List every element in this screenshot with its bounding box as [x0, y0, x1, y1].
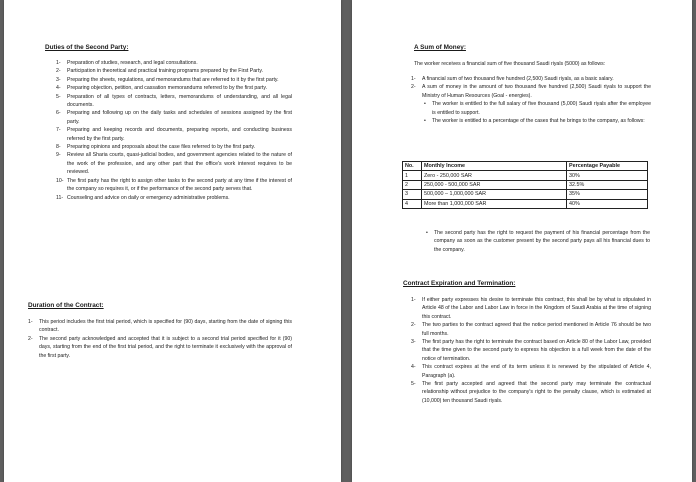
table-row	[403, 180, 648, 189]
column-header: Percentage Payable	[567, 162, 648, 171]
table-row	[403, 199, 648, 208]
list-item: 1- A financial sum of two thousand five hundred (2,500) Saudi riyals, as a basic salary.	[411, 76, 614, 82]
table-cell: More than 1,000,000 SAR	[422, 199, 567, 208]
list-item: 1- If either party expresses his desire to terminate this contract, this shall be by what is stipulated in Article 48 of the Labor and Labor Law in force in the Kingdom of Saudi Arabia at the time of signing this contract.	[411, 297, 651, 320]
table-cell: 2	[403, 180, 422, 189]
list-item: 10- The first party has the right to assign other tasks to the second party at any time if the interest of the company so requires it, or if the performance of the second party serves that.	[56, 177, 292, 193]
table-row	[403, 190, 648, 199]
list-item: 1- Preparation of studies, research, and legal consultations.	[56, 60, 198, 66]
table-cell: 30%	[567, 171, 648, 180]
list-item: 2- The two parties to the contract agreed that the notice period mentioned in Article 76 should be two full months.	[411, 322, 651, 337]
list-item: 1- This period includes the first trial period, which is specified for (90) days, starting from the date of signing this contract.	[28, 319, 292, 334]
payment-request-bullet	[424, 229, 650, 254]
document-page-right	[352, 0, 692, 482]
bullet-item: • The worker is entitled to a percentage of the cases that he brings to the company, as follows:	[424, 118, 645, 125]
table-cell: 1	[403, 171, 422, 180]
table-row	[403, 171, 648, 180]
table-cell: Zero - 250,000 SAR	[422, 171, 567, 180]
duration-list	[28, 318, 292, 360]
document-page-left	[4, 0, 341, 482]
sum-heading: A Sum of Money:	[414, 44, 466, 51]
list-item: 9- Review all Sharia courts, quasi-judicial bodies, and government agencies related to the nature of the work of the profession, and any other part that the office's work interest requires to be reviewed.	[56, 152, 292, 176]
list-item: 3- Preparing the sheets, regulations, and memorandums that are referred to it by the first party.	[56, 76, 279, 83]
list-item: 5- Preparation of all types of contracts, letters, memorandums of understanding, and all legal documents.	[56, 93, 292, 109]
table-cell: 500,000 – 1,000,000 SAR	[422, 190, 567, 199]
bullet-item: • The worker is entitled to the full salary of five thousand (5,000) Saudi riyals after the employee is entitled to support.	[424, 101, 651, 116]
income-percentage-table	[402, 161, 648, 209]
table-cell: 32.5%	[567, 180, 648, 189]
table-cell: 3	[403, 190, 422, 199]
table-cell: 40%	[567, 199, 648, 208]
list-item: 7- Preparing and keeping records and documents, preparing reports, and conducting business referred by the first party.	[56, 127, 292, 142]
list-item: 6- Preparing and following up on the daily tasks and schedules of sessions assigned by the first party.	[56, 110, 292, 125]
table-cell: 250,000 - 500,000 SAR	[422, 180, 567, 189]
sum-bullets	[422, 100, 651, 125]
sum-list	[411, 75, 651, 125]
list-item: 2- Participation in theoretical and practical training programs prepared by the First Party.	[56, 68, 263, 75]
list-item: 8- Preparing opinions and proposals about the case files referred to by the first party.	[56, 144, 256, 151]
list-item: 11- Counseling and advice on daily or emergency administrative problems.	[56, 194, 230, 201]
list-item: 4- Preparing objection, petition, and cassation memorandums referred to by the first party.	[56, 85, 268, 92]
termination-list	[411, 296, 651, 405]
list-item: 2- A sum of money in the amount of two thousand five hundred (2,500) Saudi riyals to support the Ministry of Human Resources (Goal - energies). • The worker is entitled to the full salary of five thousand (5,000) Saudi riyals after the employee is entitled to support. • The worker is entitled to a percentage of the cases that he brings to the company, as follows:	[411, 84, 651, 125]
table-cell: 35%	[567, 190, 648, 199]
list-item: 3- The first party has the right to terminate the contract based on Article 80 of the Labor Law, provided that the time given to the second party to express his objection is a full week from the date of the notice of termination.	[411, 339, 651, 362]
sum-intro: The worker receives a financial sum of five thousand Saudi riyals (5000) as follows:	[414, 61, 606, 67]
column-header: Monthly Income	[422, 162, 567, 171]
duties-list	[56, 59, 292, 202]
bullet-item: • The second party has the right to request the payment of his financial percentage from the company as soon as the customer present by the second party pays all his financial dues to the company.	[426, 230, 650, 253]
list-item: 2- The second party acknowledged and accepted that it is subject to a second trial period specified for it (90) days, starting from the end of the first trial period, and the right to terminate it exclusively with the approval of the first party.	[28, 335, 292, 359]
column-header: No.	[403, 162, 422, 171]
list-item: 4- This contract expires at the end of its term unless it is renewed by the stipulated of Article 4, Paragraph (a).	[411, 364, 651, 379]
table-header-row	[403, 162, 648, 171]
list-item: 5- The first party accepted and agreed that the second party may terminate the contractual relationship without prejudice to the company's right to the penalty clause, which is estimated at (10,000) ten thousand Saudi riyals.	[411, 381, 651, 404]
duration-heading: Duration of the Contract:	[28, 302, 104, 309]
termination-heading: Contract Expiration and Termination:	[403, 280, 516, 287]
table-cell: 4	[403, 199, 422, 208]
duties-heading: Duties of the Second Party:	[45, 44, 129, 51]
